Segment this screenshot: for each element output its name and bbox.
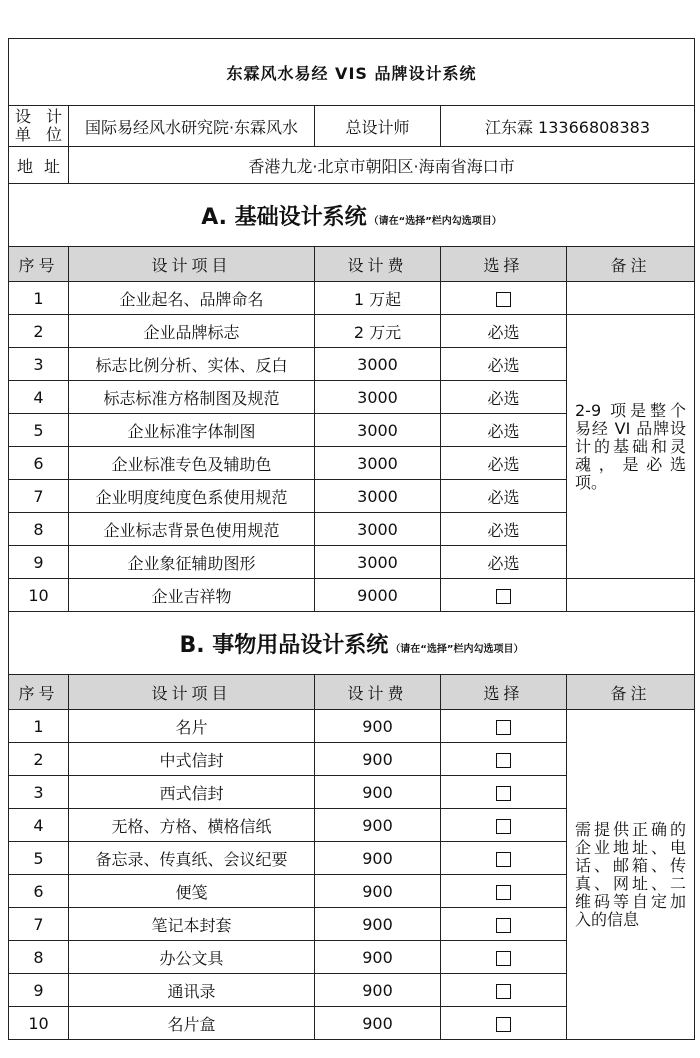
chief-designer-value: 江东霖 13366808383 — [441, 106, 695, 147]
row-item: 通讯录 — [69, 974, 315, 1007]
select-checkbox[interactable] — [496, 1017, 511, 1032]
row-number: 6 — [9, 447, 69, 480]
row-item: 企业明度纯度色系使用规范 — [69, 480, 315, 513]
row-item: 名片盒 — [69, 1007, 315, 1040]
design-unit-label: 设 计 单 位 — [9, 106, 69, 147]
row-fee: 900 — [315, 1007, 441, 1040]
row-fee: 9000 — [315, 579, 441, 612]
row-fee: 900 — [315, 908, 441, 941]
row-select[interactable] — [441, 875, 567, 908]
select-checkbox[interactable] — [496, 786, 511, 801]
header-item: 设计项目 — [69, 247, 315, 282]
row-number: 9 — [9, 546, 69, 579]
row-number: 8 — [9, 941, 69, 974]
a-remark-note: 2-9 项是整个易经 VI 品牌设计的基础和灵魂，是必选项。 — [567, 315, 695, 579]
row-select[interactable] — [441, 941, 567, 974]
row-item: 西式信封 — [69, 776, 315, 809]
select-checkbox[interactable] — [496, 292, 511, 307]
row-number: 2 — [9, 315, 69, 348]
row-number: 1 — [9, 710, 69, 743]
a-section-title: A. 基础设计系统 — [201, 204, 367, 230]
header-item: 设计项目 — [69, 675, 315, 710]
row-fee: 3000 — [315, 414, 441, 447]
row-number: 8 — [9, 513, 69, 546]
select-checkbox[interactable] — [496, 918, 511, 933]
design-price-table — [8, 38, 695, 1040]
row-number: 3 — [9, 348, 69, 381]
row-select[interactable] — [441, 842, 567, 875]
address-label: 地 址 — [9, 147, 69, 184]
chief-designer-label: 总设计师 — [315, 106, 441, 147]
row-item: 笔记本封套 — [69, 908, 315, 941]
select-checkbox[interactable] — [496, 951, 511, 966]
row-select: 必选 — [441, 381, 567, 414]
row-item: 企业标准专色及辅助色 — [69, 447, 315, 480]
row-select[interactable] — [441, 282, 567, 315]
select-checkbox[interactable] — [496, 819, 511, 834]
a-header-row — [9, 247, 695, 282]
a-section-heading — [9, 184, 695, 247]
header-no: 序号 — [9, 247, 69, 282]
select-checkbox[interactable] — [496, 984, 511, 999]
row-fee: 3000 — [315, 513, 441, 546]
row-fee: 900 — [315, 974, 441, 1007]
b-remark-note: 需提供正确的企业地址、电话、邮箱、传真、网址、二维码等自定加入的信息 — [567, 710, 695, 1040]
header-fee: 设计费 — [315, 247, 441, 282]
select-checkbox[interactable] — [496, 753, 511, 768]
row-item: 备忘录、传真纸、会议纪要 — [69, 842, 315, 875]
row-number: 7 — [9, 480, 69, 513]
row-select[interactable] — [441, 1007, 567, 1040]
row-fee: 900 — [315, 710, 441, 743]
row-item: 企业品牌标志 — [69, 315, 315, 348]
row-number: 10 — [9, 579, 69, 612]
row-number: 1 — [9, 282, 69, 315]
row-fee: 3000 — [315, 447, 441, 480]
row-number: 5 — [9, 842, 69, 875]
row-fee: 900 — [315, 842, 441, 875]
row-item: 企业标志背景色使用规范 — [69, 513, 315, 546]
select-checkbox[interactable] — [496, 852, 511, 867]
row-fee: 900 — [315, 875, 441, 908]
row-item: 企业起名、品牌命名 — [69, 282, 315, 315]
row-select: 必选 — [441, 414, 567, 447]
row-remark-empty — [567, 282, 695, 315]
row-item: 中式信封 — [69, 743, 315, 776]
row-number: 3 — [9, 776, 69, 809]
row-select: 必选 — [441, 480, 567, 513]
table-row — [9, 579, 695, 612]
header-fee: 设计费 — [315, 675, 441, 710]
header-no: 序号 — [9, 675, 69, 710]
row-select[interactable] — [441, 809, 567, 842]
row-item: 名片 — [69, 710, 315, 743]
row-fee: 900 — [315, 776, 441, 809]
row-item: 企业象征辅助图形 — [69, 546, 315, 579]
row-remark-empty — [567, 579, 695, 612]
select-checkbox[interactable] — [496, 720, 511, 735]
row-fee: 3000 — [315, 480, 441, 513]
row-item: 标志标准方格制图及规范 — [69, 381, 315, 414]
row-select[interactable] — [441, 974, 567, 1007]
select-checkbox[interactable] — [496, 589, 511, 604]
row-select[interactable] — [441, 908, 567, 941]
select-checkbox[interactable] — [496, 885, 511, 900]
address-value: 香港九龙·北京市朝阳区·海南省海口市 — [69, 147, 695, 184]
table-row — [9, 282, 695, 315]
header-remark: 备注 — [567, 247, 695, 282]
header-remark: 备注 — [567, 675, 695, 710]
design-unit-value: 国际易经风水研究院·东霖风水 — [69, 106, 315, 147]
row-select[interactable] — [441, 579, 567, 612]
table-row — [9, 710, 695, 743]
a-section-note: （请在“选择”栏内勾选项目） — [368, 215, 502, 227]
row-number: 2 — [9, 743, 69, 776]
row-select: 必选 — [441, 513, 567, 546]
row-fee: 2 万元 — [315, 315, 441, 348]
row-number: 4 — [9, 809, 69, 842]
row-fee: 900 — [315, 743, 441, 776]
row-item: 无格、方格、横格信纸 — [69, 809, 315, 842]
row-fee: 900 — [315, 941, 441, 974]
b-section-title: B. 事物用品设计系统 — [179, 632, 389, 658]
row-number: 6 — [9, 875, 69, 908]
row-number: 4 — [9, 381, 69, 414]
b-section-note: （请在“选择”栏内勾选项目） — [390, 643, 524, 655]
row-item: 标志比例分析、实体、反白 — [69, 348, 315, 381]
row-select: 必选 — [441, 546, 567, 579]
row-number: 5 — [9, 414, 69, 447]
row-fee: 3000 — [315, 546, 441, 579]
row-select[interactable] — [441, 743, 567, 776]
header-select: 选择 — [441, 247, 567, 282]
row-select[interactable] — [441, 776, 567, 809]
row-select: 必选 — [441, 315, 567, 348]
row-fee: 3000 — [315, 348, 441, 381]
row-number: 10 — [9, 1007, 69, 1040]
row-item: 便笺 — [69, 875, 315, 908]
b-section-heading — [9, 612, 695, 675]
row-item: 企业标准字体制图 — [69, 414, 315, 447]
row-item: 企业吉祥物 — [69, 579, 315, 612]
table-row — [9, 315, 695, 348]
row-fee: 1 万起 — [315, 282, 441, 315]
row-item: 办公文具 — [69, 941, 315, 974]
header-select: 选择 — [441, 675, 567, 710]
row-select: 必选 — [441, 447, 567, 480]
row-select[interactable] — [441, 710, 567, 743]
row-fee: 3000 — [315, 381, 441, 414]
page-title: 东霖风水易经 VIS 品牌设计系统 — [9, 39, 695, 106]
b-header-row — [9, 675, 695, 710]
row-number: 9 — [9, 974, 69, 1007]
row-select: 必选 — [441, 348, 567, 381]
row-number: 7 — [9, 908, 69, 941]
row-fee: 900 — [315, 809, 441, 842]
